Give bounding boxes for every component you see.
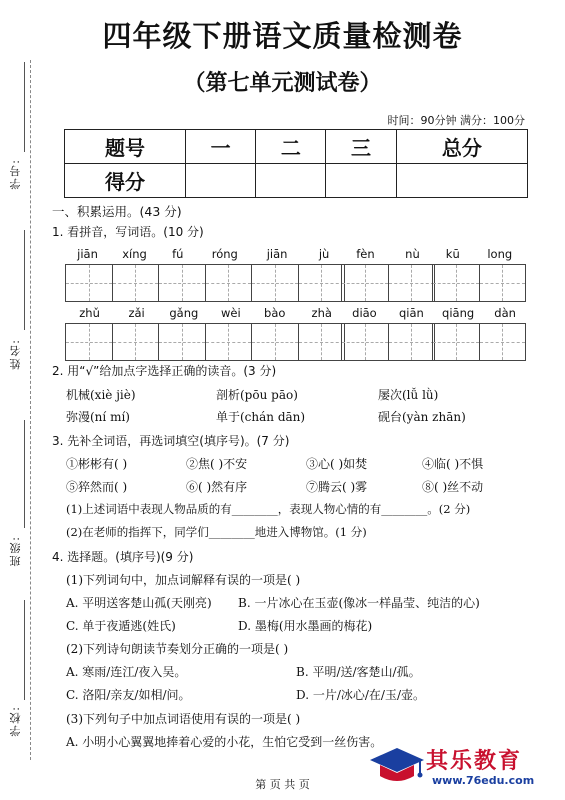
brand-name: 其乐教育: [426, 749, 523, 774]
page-title: 四年级下册语文质量检测卷: [102, 19, 463, 53]
q4-sub2-option-b[interactable]: B. 平明/送/客楚山/孤。: [296, 665, 421, 679]
q2-option[interactable]: 机械(xiè jiè): [66, 388, 136, 402]
q3-word[interactable]: ④临( )不惧: [422, 457, 484, 471]
q2-option[interactable]: 单于(chán dān): [216, 410, 306, 424]
pinyin-grid[interactable]: [158, 306, 252, 361]
page-subtitle: （第七单元测试卷）: [183, 71, 382, 96]
q4-sub1-option-b[interactable]: B. 一片冰心在玉壶(像冰一样晶莹、纯洁的心): [238, 596, 480, 610]
q3-word[interactable]: ⑤猝然而( ): [66, 480, 128, 494]
q4-sub2-option-a[interactable]: A. 寒雨/连江/夜入吴。: [66, 665, 187, 679]
q3-word[interactable]: ③心( )如焚: [306, 457, 368, 471]
class-blank[interactable]: [24, 420, 25, 528]
q4-sub3: (3)下列句子中加点词语使用有误的一项是( ): [66, 712, 301, 726]
score-cell-3[interactable]: [326, 164, 396, 198]
pinyin-syllable: fèn: [356, 247, 375, 261]
q2-option[interactable]: 砚台(yàn zhān): [378, 410, 466, 424]
pinyin-grid[interactable]: [432, 306, 526, 361]
class-label: 班级:: [9, 535, 22, 567]
pinyin-syllable: zhà: [311, 306, 332, 320]
q4-sub1: (1)下列词句中，加点词解释有误的一项是( ): [66, 573, 301, 587]
q3-word[interactable]: ②焦( )不安: [186, 457, 248, 471]
pinyin-grid[interactable]: [65, 247, 159, 302]
q3-prompt: 3. 先补全词语，再选词填空(填序号)。(7 分): [52, 434, 290, 448]
pinyin-grid[interactable]: [251, 247, 345, 302]
pinyin-syllable: diāo: [352, 306, 377, 320]
q3-word[interactable]: ⑥( )然有序: [186, 480, 248, 494]
pinyin-syllable: jiān: [77, 247, 98, 261]
pinyin-syllable: gǎng: [169, 306, 199, 320]
q1-prompt: 1. 看拼音，写词语。(10 分): [52, 225, 204, 239]
q3-fill-1[interactable]: (1)上述词语中表现人物品质的有________，表现人物心情的有________。(2 分): [66, 502, 471, 516]
pinyin-syllable: fú: [172, 247, 184, 261]
header-cell-number: 题号: [65, 130, 186, 164]
header-cell-total: 总分: [396, 130, 527, 164]
q2-option[interactable]: 剖析(pōu pāo): [216, 388, 298, 402]
section-1-title: 一、积累运用。(43 分): [52, 204, 182, 219]
q3-word[interactable]: ⑧( )丝不动: [422, 480, 484, 494]
header-cell-3: 三: [326, 130, 396, 164]
name-blank[interactable]: [24, 230, 25, 330]
q3-word[interactable]: ①彬彬有( ): [66, 457, 128, 471]
pinyin-grid[interactable]: [158, 247, 252, 302]
pinyin-syllable: zǎi: [128, 306, 145, 320]
school-label: 学校:: [9, 705, 22, 737]
q2-option[interactable]: 屡次(lǚ lǜ): [378, 388, 439, 402]
name-label: 姓名:: [9, 338, 22, 370]
pinyin-syllable: qiān: [399, 306, 424, 320]
score-cell-1[interactable]: [186, 164, 256, 198]
q4-sub2-option-c[interactable]: C. 洛阳/亲友/如相/问。: [66, 688, 191, 702]
brand-url: www.76edu.com: [432, 774, 535, 787]
q4-sub2-option-d[interactable]: D. 一片/冰心/在/玉/壶。: [296, 688, 425, 702]
student-id-blank[interactable]: [24, 62, 25, 152]
q4-sub1-option-d[interactable]: D. 墨梅(用水墨画的梅花): [238, 619, 373, 633]
pinyin-syllable: qiāng: [442, 306, 475, 320]
pinyin-grid[interactable]: [341, 247, 435, 302]
pinyin-syllable: wèi: [220, 306, 241, 320]
q4-sub3-option-a[interactable]: A. 小明小心翼翼地捧着心爱的小花，生怕它受到一丝伤害。: [66, 735, 383, 749]
score-table: [64, 129, 528, 198]
pinyin-syllable: bào: [264, 306, 286, 320]
q3-fill-2[interactable]: (2)在老师的指挥下，同学们________地进入博物馆。(1 分): [66, 525, 367, 539]
binding-line: [30, 60, 31, 760]
score-cell-total[interactable]: [396, 164, 527, 198]
q4-sub1-option-a[interactable]: A. 平明送客楚山孤(天刚亮): [66, 596, 212, 610]
time-info: 时间：90分钟 满分：100分: [387, 114, 525, 127]
q4-prompt: 4. 选择题。(填序号)(9 分): [52, 550, 194, 564]
pinyin-syllable: long: [487, 247, 513, 261]
student-id-label: 学号:: [9, 158, 22, 190]
q4-sub2: (2)下列诗句朗读节奏划分正确的一项是( ): [66, 642, 289, 656]
page-footer: 第 页 共 页: [255, 778, 310, 791]
pinyin-syllable: xíng: [122, 247, 147, 261]
header-cell-1: 一: [186, 130, 256, 164]
pinyin-grid[interactable]: [341, 306, 435, 361]
pinyin-syllable: jù: [318, 247, 330, 261]
pinyin-syllable: dàn: [494, 306, 516, 320]
pinyin-grid[interactable]: [251, 306, 345, 361]
q4-sub1-option-c[interactable]: C. 单于夜遁逃(姓氏): [66, 619, 176, 633]
q3-word[interactable]: ⑦腾云( )雾: [306, 480, 368, 494]
brand-logo: [368, 742, 558, 794]
score-cell-2[interactable]: [256, 164, 326, 198]
pinyin-syllable: jiān: [266, 247, 288, 261]
pinyin-syllable: róng: [211, 247, 238, 261]
pinyin-syllable: nù: [405, 247, 420, 261]
q2-option[interactable]: 弥漫(ní mí): [66, 410, 130, 424]
q2-prompt: 2. 用“√”给加点字选择正确的读音。(3 分): [52, 364, 277, 378]
header-cell-2: 二: [256, 130, 326, 164]
school-blank[interactable]: [24, 600, 25, 700]
graduation-cap-icon: [368, 742, 426, 790]
pinyin-syllable: zhǔ: [79, 306, 100, 320]
pinyin-syllable: kū: [445, 247, 460, 261]
pinyin-grid[interactable]: [65, 306, 159, 361]
pinyin-grid[interactable]: [432, 247, 526, 302]
score-row-label: 得分: [65, 164, 186, 198]
